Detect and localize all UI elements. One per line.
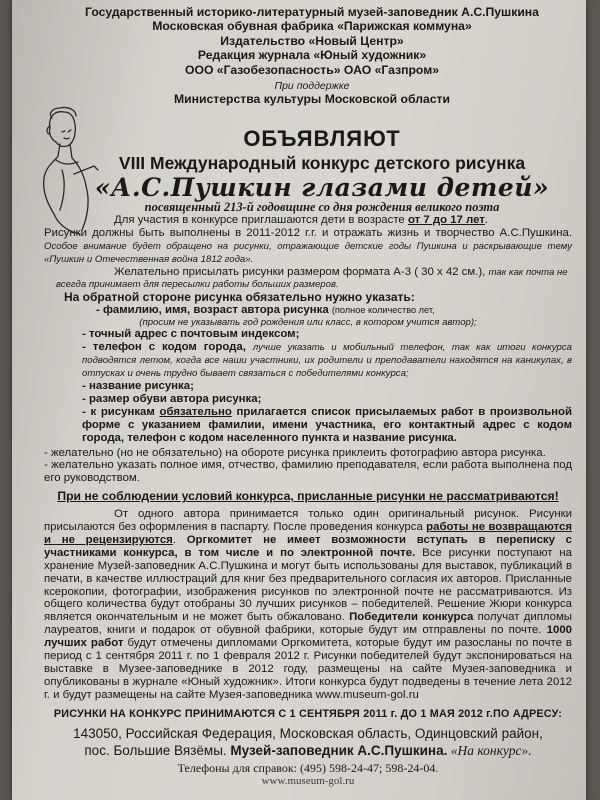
req-name-note-b: (просим не указывать год рождения или класс, в котором учится автор); — [139, 316, 477, 328]
format-note-b: всегда принимает для пересылки работы больших размеров. — [56, 278, 339, 290]
format-note-a: так как почта не — [488, 266, 568, 278]
rules-text-g: получат дипломы лауреатов, книги и подарок от обувной фабрики, которые будут им отправлены по почте. — [44, 611, 572, 637]
req-shoe-item: - размер обуви автора рисунка; — [82, 392, 262, 405]
req-title-item: - название рисунка; — [82, 379, 194, 392]
theme-text: Рисунки должны быть выполнены в 2011-2012 г.г. и отражать жизнь и творчество А.С.Пушкина. — [44, 226, 572, 239]
req-phone-item — [44, 341, 572, 380]
dedication-line: посвященный 213-й годовщине со дня рождения великого поэта — [144, 200, 500, 214]
age-paragraph — [44, 214, 572, 227]
site-url: www.museum-gol.ru — [261, 774, 355, 787]
format-paragraph — [44, 266, 572, 279]
rules-no-correspondence: Оргкомитет не имеет возможности вступать в переписку с участниками конкурса, в том числе и по электронной почте. — [44, 533, 573, 559]
address-settlement: пос. Большие Вязёмы. — [84, 742, 231, 758]
organizer-museum: Государственный историко-литературный музей-заповедник А.С.Пушкина — [85, 5, 539, 19]
req-list-item — [44, 406, 572, 445]
opt-photo-item: - желательно (но не обязательно) на обороте рисунка приклеить фотографию автора рисунка. — [44, 446, 546, 459]
format-text: Желательно присылать рисунки размером формата А-3 ( 30 х 42 см.), — [114, 265, 486, 278]
theme-paragraph — [44, 227, 572, 266]
rules-paragraph — [44, 508, 572, 702]
req-phone-note: лучше указать и мобильный телефон, так как итоги конкурса подводятся летом, когда все наши участники, их родители и преподаватели находятся на каникулах, в отпусках и очень трудно бывает связаться с победителями конкурса; — [82, 342, 572, 380]
rules-best-works: 1000 лучших работ — [44, 624, 572, 650]
address-museum: Музей-заповедник А.С.Пушкина. — [230, 742, 448, 758]
age-end: . — [484, 214, 489, 226]
rules-text-c: . — [172, 533, 187, 546]
req-phone-text: - телефон с кодом города, — [82, 341, 246, 354]
reverse-side-heading: На обратной стороне рисунка обязательно нужно указать: — [64, 290, 415, 305]
poster-sheet — [12, 0, 586, 800]
age-range: от 7 до 17 лет — [407, 214, 485, 226]
req-list-post: прилагается список присылаемых работ в произвольной форме с указанием фамилии, имени участника, его контактный адрес с кодом города, телефон с кодом населенного пункта и название рисунка. — [82, 405, 572, 444]
deadline-heading: РИСУНКИ НА КОНКУРС ПРИНИМАЮТСЯ С 1 СЕНТЯБРЯ 2011 г. ДО 1 МАЯ 2012 г.ПО АДРЕСУ: — [53, 707, 563, 720]
contest-motto: «А.С.Пушкин глазами детей» — [94, 173, 550, 202]
age-intro-text: Для участия в конкурсе приглашаются дети в возрасте — [114, 214, 408, 226]
rules-winners: Победители конкурса — [349, 611, 474, 624]
opt-teacher-item: - желательно указать полное имя, отчество, фамилию преподавателя, если работа выполнена под его руководством. — [44, 459, 572, 485]
rules-no-return: работы не возвращаются и не рецензируются — [44, 521, 572, 546]
organizer-publisher: Издательство «Новый Центр» — [220, 33, 404, 48]
req-name-text: - фамилию, имя, возраст автора рисунка — [96, 303, 329, 316]
req-name-note-a: (полное количество лет, — [331, 304, 435, 315]
req-address-item: - точный адрес с почтовым индексом; — [82, 328, 300, 341]
address-mark: «На конкурс». — [447, 742, 532, 758]
title-block — [92, 122, 552, 215]
rules-text-e: Все рисунки поступают на хранение Музей-заповедник А.С.Пушкина и могут быть использованы для выставок, публикаций в печати, в качестве иллюстраций для книг без предварительного согласия их авторов. Присланные ксерокопии, фотографии, изображения рисунков по электронной почте не рассматриваются. Из общего количества будут отобраны 30 лучших рисунков – победителей. Решение Жюри конкурса является окончательным и не может быть обжаловано. — [44, 546, 572, 624]
organizer-gazprom: ООО «Газобезопасность» ОАО «Газпром» — [184, 62, 440, 77]
organizer-magazine: Редакция журнала «Юный художник» — [197, 48, 427, 63]
req-list-pre: - к рисункам — [82, 405, 160, 418]
organizer-shoe-factory: Московская обувная фабрика «Парижская коммуна» — [152, 19, 472, 34]
address-line-1: 143050, Российская Федерация, Московская область, Одинцовский район, — [73, 725, 543, 741]
address-line-2 — [44, 742, 572, 759]
organizers-block — [72, 5, 552, 106]
rules-text-a: От одного автора принимается только один оригинальный рисунок. Рисунки присылаются без оформления в паспарту. После проведения конкурса — [44, 508, 572, 534]
ministry-line: Министерства культуры Московской области — [174, 92, 450, 107]
phones-line: Телефоны для справок: (495) 598-24-47; 598-24-04. — [177, 760, 439, 775]
contest-title: VIII Международный конкурс детского рисунка — [118, 153, 526, 173]
announce-heading: ОБЪЯВЛЯЮТ — [243, 126, 401, 151]
rules-text-i: будут отмечены дипломами Оргкомитета, которые будут им разосланы по почте в период с 1 сентября 2011 г. по 1 февраля 2012 г. Рисунки победителей будут экспонироваться на выставке в Музее-заповеднике в 2012 году, размещены на сайте Музея-заповедника и опубликованы в журнале «Юный художник». Итоги конкурса будут подведены в течение лета 2012 г. и будут размещены на сайте Музея-заповедника www.museum-gol.ru — [44, 637, 572, 701]
req-list-keyword: обязательно — [159, 405, 232, 418]
support-label: При поддержке — [274, 80, 350, 93]
theme-note: Особое внимание будет обращено на рисунки, отражающие детские годы Пушкина и раскрывающие тему «Пушкин и Отечественная война 1812 года». — [44, 240, 572, 265]
warning-line: При не соблюдении условий конкурса, присланные рисунки не рассматриваются! — [57, 489, 559, 504]
req-name-item — [44, 304, 572, 317]
conditions-body — [44, 214, 572, 787]
